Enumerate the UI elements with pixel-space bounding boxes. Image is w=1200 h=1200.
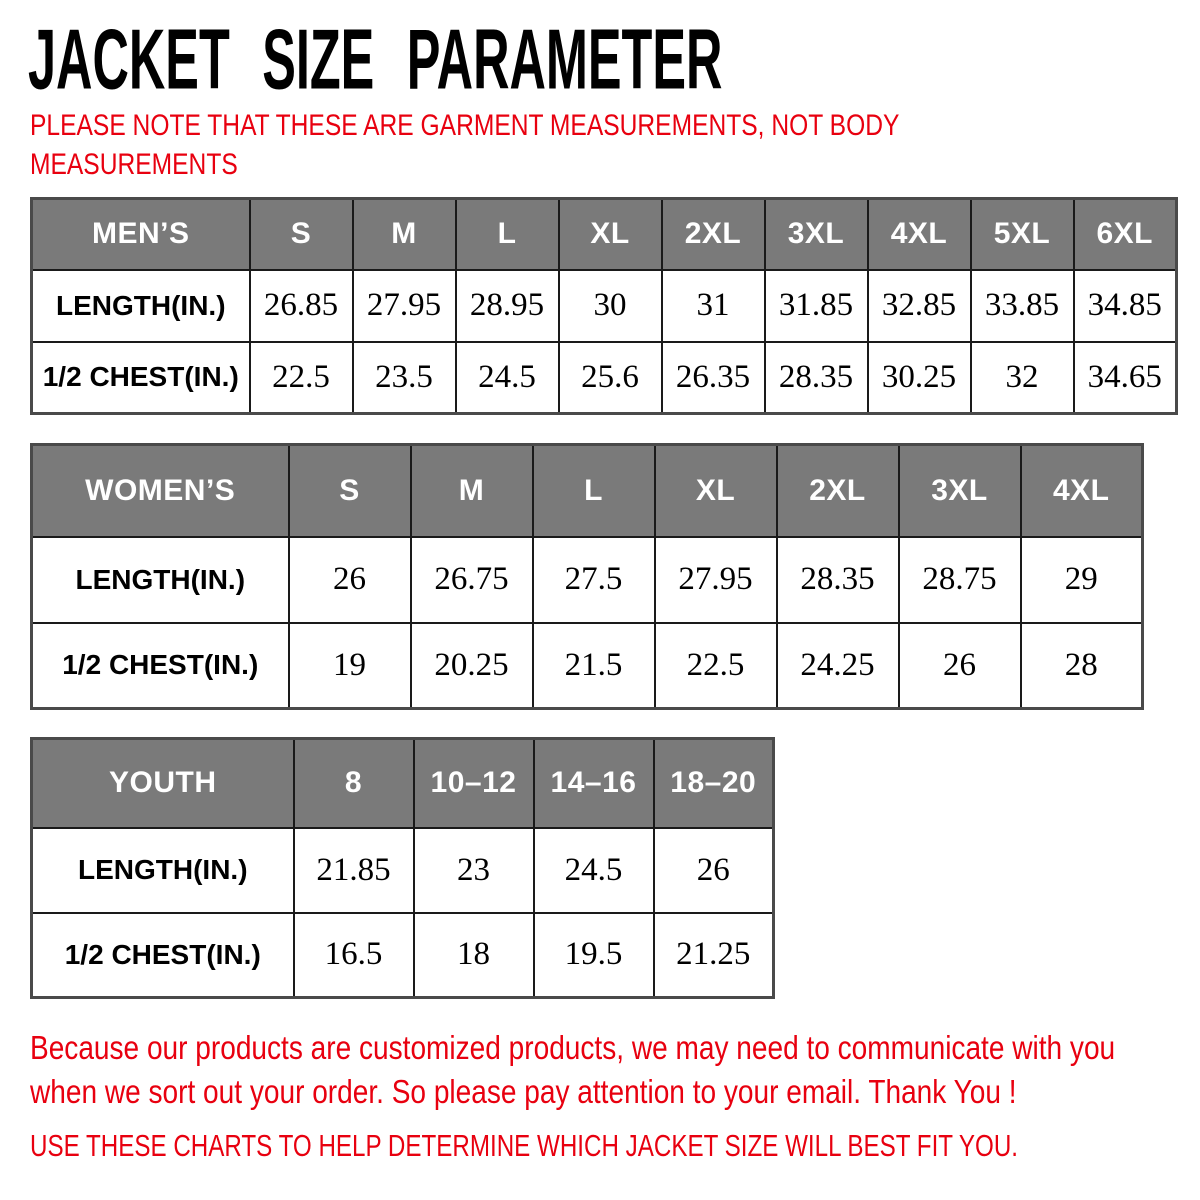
mens-header-row bbox=[32, 199, 1177, 270]
fit-instruction: USE THESE CHARTS TO HELP DETERMINE WHICH JACKET SIZE WILL BEST FIT YOU. bbox=[30, 1128, 1019, 1163]
size-header-cell: 6XL bbox=[1074, 199, 1177, 270]
youth-size-table bbox=[30, 737, 775, 999]
measurement-cell: 34.85 bbox=[1074, 270, 1177, 342]
size-header-cell: S bbox=[289, 445, 411, 537]
womens-size-table bbox=[30, 443, 1144, 710]
size-header-cell: L bbox=[533, 445, 655, 537]
size-header-cell: 2XL bbox=[777, 445, 899, 537]
measurement-cell: 28 bbox=[1021, 623, 1143, 709]
measurement-cell: 21.5 bbox=[533, 623, 655, 709]
mens-table-title-cell: MEN’S bbox=[32, 199, 250, 270]
size-header-cell: 3XL bbox=[899, 445, 1021, 537]
measurement-cell: 23.5 bbox=[353, 342, 456, 414]
size-header-cell: 4XL bbox=[868, 199, 971, 270]
measurement-cell: 32 bbox=[971, 342, 1074, 414]
page-title: JACKET SIZE PARAMETER bbox=[28, 12, 723, 108]
measurement-cell: 19 bbox=[289, 623, 411, 709]
measurement-cell: 30 bbox=[559, 270, 662, 342]
measurement-cell: 18 bbox=[414, 913, 534, 998]
measurement-cell: 25.6 bbox=[559, 342, 662, 414]
size-header-cell: M bbox=[411, 445, 533, 537]
size-header-cell: 5XL bbox=[971, 199, 1074, 270]
note-line-2: MEASUREMENTS bbox=[30, 148, 238, 181]
note-line-1: PLEASE NOTE THAT THESE ARE GARMENT MEASUREMENTS, NOT BODY bbox=[30, 109, 900, 142]
measurement-cell: 28.35 bbox=[777, 537, 899, 623]
size-header-cell: L bbox=[456, 199, 559, 270]
size-header-cell: 3XL bbox=[765, 199, 868, 270]
measurement-cell: 28.35 bbox=[765, 342, 868, 414]
measurement-cell: 32.85 bbox=[868, 270, 971, 342]
mens-size-table bbox=[30, 197, 1178, 415]
row-label: LENGTH(IN.) bbox=[32, 828, 294, 913]
mens-length-row bbox=[32, 270, 1177, 342]
customization-note bbox=[30, 1026, 1115, 1114]
row-label: 1/2 CHEST(IN.) bbox=[32, 623, 289, 709]
size-header-cell: 14–16 bbox=[534, 739, 654, 828]
size-header-cell: 8 bbox=[294, 739, 414, 828]
measurement-cell: 24.5 bbox=[456, 342, 559, 414]
measurement-cell: 16.5 bbox=[294, 913, 414, 998]
measurement-cell: 23 bbox=[414, 828, 534, 913]
mens-chest-row bbox=[32, 342, 1177, 414]
youth-chest-row bbox=[32, 913, 774, 998]
customization-note-line-2: when we sort out your order. So please pay attention to your email. Thank You ! bbox=[30, 1073, 1017, 1110]
measurement-cell: 26.75 bbox=[411, 537, 533, 623]
size-header-cell: XL bbox=[655, 445, 777, 537]
youth-length-row bbox=[32, 828, 774, 913]
row-label: 1/2 CHEST(IN.) bbox=[32, 913, 294, 998]
row-label: LENGTH(IN.) bbox=[32, 537, 289, 623]
row-label: LENGTH(IN.) bbox=[32, 270, 250, 342]
measurement-cell: 22.5 bbox=[250, 342, 353, 414]
measurement-cell: 27.95 bbox=[353, 270, 456, 342]
measurement-cell: 29 bbox=[1021, 537, 1143, 623]
size-header-cell: XL bbox=[559, 199, 662, 270]
size-header-cell: 10–12 bbox=[414, 739, 534, 828]
measurement-cell: 27.95 bbox=[655, 537, 777, 623]
measurement-cell: 26 bbox=[899, 623, 1021, 709]
measurement-cell: 33.85 bbox=[971, 270, 1074, 342]
size-header-cell: M bbox=[353, 199, 456, 270]
size-header-cell: 2XL bbox=[662, 199, 765, 270]
measurement-cell: 30.25 bbox=[868, 342, 971, 414]
womens-header-row bbox=[32, 445, 1143, 537]
measurement-cell: 21.25 bbox=[654, 913, 774, 998]
garment-measurement-note bbox=[30, 106, 899, 184]
measurement-cell: 22.5 bbox=[655, 623, 777, 709]
womens-table-title-cell: WOMEN’S bbox=[32, 445, 289, 537]
womens-chest-row bbox=[32, 623, 1143, 709]
measurement-cell: 31 bbox=[662, 270, 765, 342]
youth-table-title-cell: YOUTH bbox=[32, 739, 294, 828]
size-header-cell: 18–20 bbox=[654, 739, 774, 828]
size-header-cell: 4XL bbox=[1021, 445, 1143, 537]
measurement-cell: 24.5 bbox=[534, 828, 654, 913]
youth-header-row bbox=[32, 739, 774, 828]
measurement-cell: 27.5 bbox=[533, 537, 655, 623]
measurement-cell: 26.85 bbox=[250, 270, 353, 342]
measurement-cell: 34.65 bbox=[1074, 342, 1177, 414]
measurement-cell: 28.75 bbox=[899, 537, 1021, 623]
measurement-cell: 19.5 bbox=[534, 913, 654, 998]
measurement-cell: 24.25 bbox=[777, 623, 899, 709]
size-header-cell: S bbox=[250, 199, 353, 270]
measurement-cell: 31.85 bbox=[765, 270, 868, 342]
measurement-cell: 26.35 bbox=[662, 342, 765, 414]
measurement-cell: 28.95 bbox=[456, 270, 559, 342]
measurement-cell: 26 bbox=[289, 537, 411, 623]
measurement-cell: 21.85 bbox=[294, 828, 414, 913]
row-label: 1/2 CHEST(IN.) bbox=[32, 342, 250, 414]
womens-length-row bbox=[32, 537, 1143, 623]
measurement-cell: 20.25 bbox=[411, 623, 533, 709]
customization-note-line-1: Because our products are customized products, we may need to communicate with you bbox=[30, 1029, 1116, 1066]
measurement-cell: 26 bbox=[654, 828, 774, 913]
